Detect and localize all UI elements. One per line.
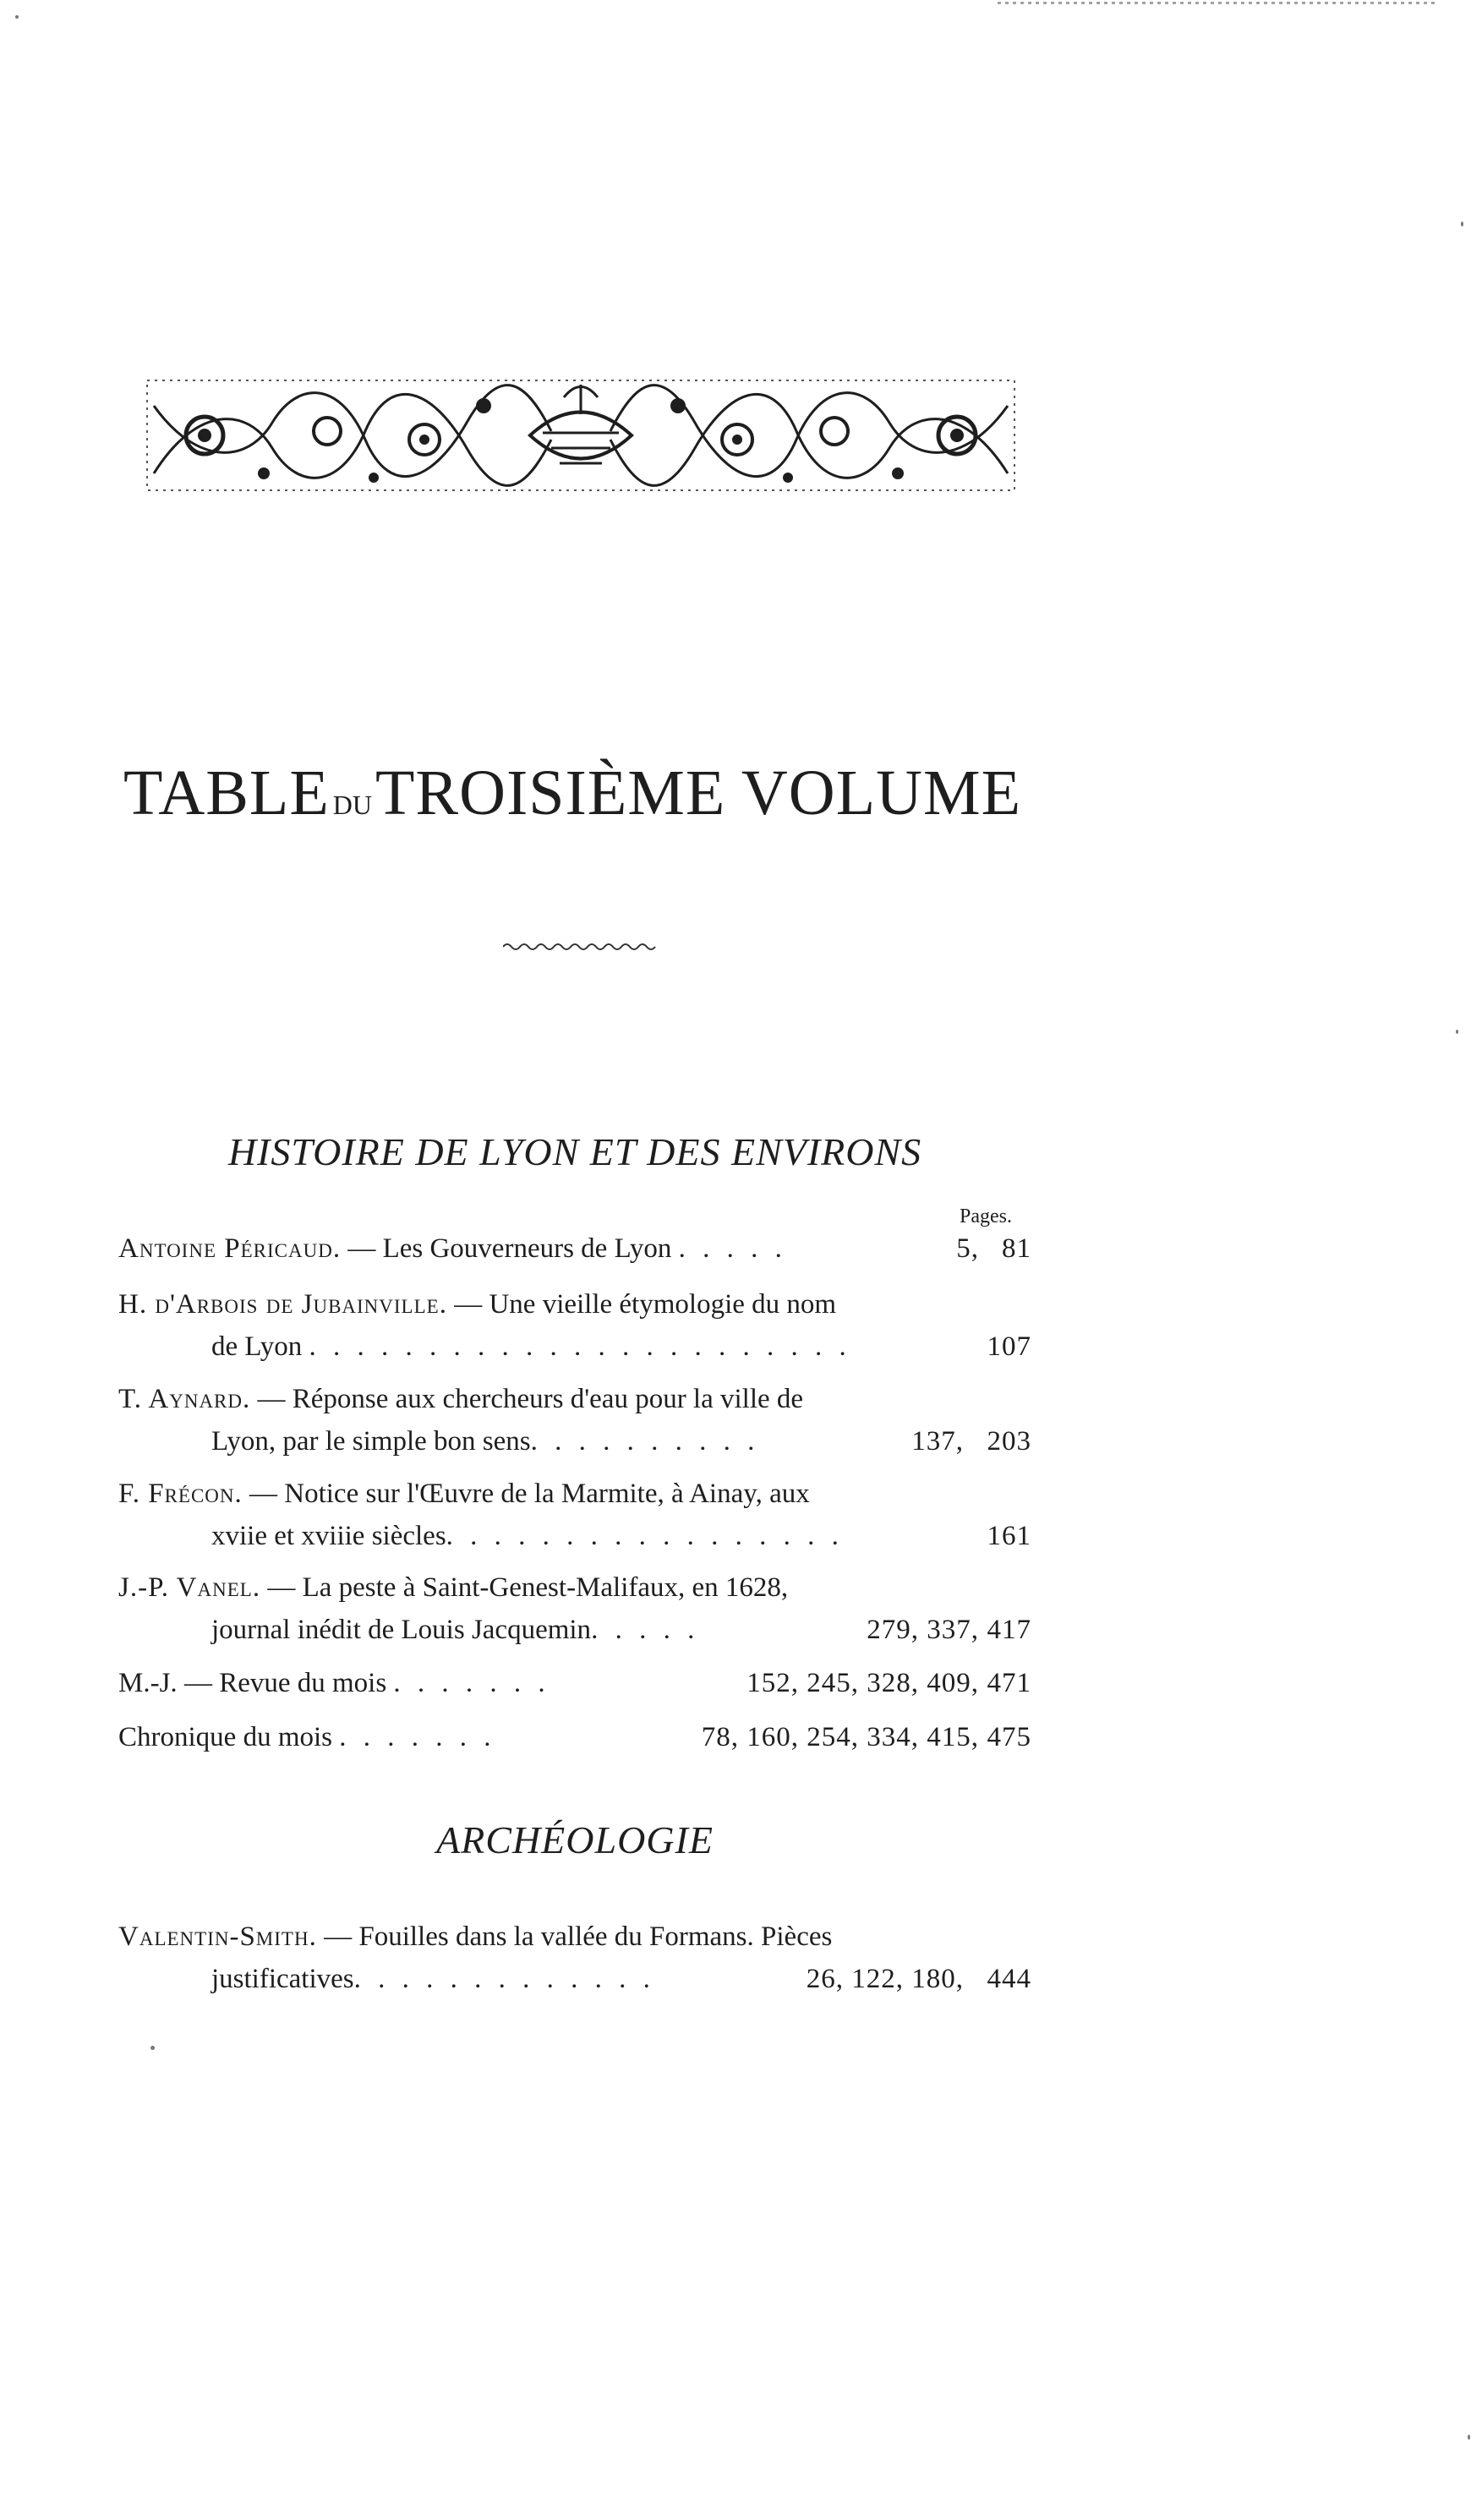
entry-separator: — xyxy=(242,1479,285,1509)
toc-line xyxy=(118,1473,1031,1515)
entry-author: F. Frécon. xyxy=(118,1479,243,1509)
top-edge-mark xyxy=(998,2,1437,4)
entry-page-refs: 26, 122, 180, xyxy=(806,1964,964,1994)
toc-line xyxy=(118,1716,1031,1758)
entry-separator: — xyxy=(341,1233,383,1264)
page-title xyxy=(123,757,1036,830)
entry-last-page: 471 xyxy=(987,1668,1031,1698)
entry-title: Notice sur l'Œuvre de la Marmite, à Ainay, aux xyxy=(284,1479,810,1509)
leader-dots: . . . . . . . xyxy=(339,1722,496,1752)
pages-column-label: Pages. xyxy=(960,1205,1012,1227)
toc-line-continued xyxy=(118,1515,1031,1557)
entry-title: Les Gouverneurs de Lyon xyxy=(382,1233,672,1264)
leader-dots: . . . . . . . . . . xyxy=(530,1426,760,1457)
paper-speck xyxy=(15,15,19,19)
entry-separator: — xyxy=(446,1289,489,1320)
entry-title-continued: justificatives xyxy=(211,1964,354,1994)
entry-last-page: 417 xyxy=(987,1615,1031,1645)
entry-author: H. d'Arbois de Jubainville. xyxy=(118,1289,447,1320)
entry-last-page: 203 xyxy=(987,1426,1031,1457)
toc-entry xyxy=(118,1916,1031,2000)
leader-dots: . . . . . . . . . . . . . xyxy=(353,1964,655,1994)
entry-title: Revue du mois xyxy=(219,1668,387,1698)
entry-title: Une vieille étymologie du nom xyxy=(489,1289,837,1320)
leader-dots: . . . . . . . . . . . . . . . . . xyxy=(446,1521,844,1551)
toc-entry xyxy=(118,1566,1031,1651)
title-part-table: TABLE xyxy=(123,757,330,828)
entry-page-refs: 5, xyxy=(956,1233,979,1264)
entry-title-continued: de Lyon xyxy=(211,1331,303,1362)
entry-title-continued: journal inédit de Louis Jacquemin xyxy=(211,1615,592,1645)
paper-speck xyxy=(1461,221,1463,227)
toc-entry xyxy=(118,1716,1031,1758)
wavy-rule xyxy=(503,941,659,953)
entry-last-page: 444 xyxy=(987,1964,1031,1994)
entry-title: Réponse aux chercheurs d'eau pour la ville de xyxy=(292,1384,804,1414)
entry-author: J.-P. Vanel. xyxy=(118,1572,261,1603)
floral-headpiece-ornament xyxy=(145,372,1016,499)
entry-page-refs: 279, 337, xyxy=(867,1615,979,1645)
leader-dots: . . . . . . . xyxy=(393,1668,550,1698)
entry-title: Fouilles dans la vallée du Formans. Pièces xyxy=(358,1921,833,1952)
entry-title: La peste à Saint-Genest-Malifaux, en 1628, xyxy=(302,1572,789,1603)
section-heading-archeologie: ARCHÉOLOGIE xyxy=(436,1818,714,1861)
paper-speck xyxy=(150,2046,155,2050)
entry-separator: — xyxy=(316,1921,359,1952)
entry-last-page: 161 xyxy=(987,1521,1031,1551)
entry-page-refs: 137, xyxy=(911,1426,964,1457)
toc-line-continued xyxy=(118,1609,1031,1651)
section-heading-lyon: HISTOIRE DE LYON ET DES ENVIRONS xyxy=(227,1130,922,1173)
entry-last-page: 107 xyxy=(987,1331,1031,1362)
toc-entry xyxy=(118,1227,1031,1270)
toc-entry xyxy=(118,1283,1031,1368)
entry-title-continued: xviie et xviiie siècles xyxy=(211,1521,446,1551)
toc-entry xyxy=(118,1473,1031,1557)
entry-author: Antoine Péricaud. xyxy=(118,1233,342,1264)
entry-title-continued: Lyon, par le simple bon sens xyxy=(211,1426,531,1457)
entry-page-refs: 78, 160, 254, 334, 415, xyxy=(701,1722,979,1752)
title-part-volume: TROISIÈME VOLUME xyxy=(375,757,1021,828)
entry-author: Valentin-Smith. xyxy=(118,1921,317,1952)
toc-entry xyxy=(118,1662,1031,1704)
toc-line-continued xyxy=(118,1326,1031,1368)
entry-last-page: 475 xyxy=(987,1722,1031,1752)
toc-entry xyxy=(118,1378,1031,1462)
leader-dots: . . . . . xyxy=(591,1615,700,1645)
toc-line xyxy=(118,1916,1031,1958)
toc-line xyxy=(118,1662,1031,1704)
leader-dots: . . . . . . . . . . . . . . . . . . . . . . . xyxy=(309,1331,851,1362)
entry-author: T. Aynard. xyxy=(118,1384,251,1414)
toc-line xyxy=(118,1283,1031,1326)
entry-page-refs: 152, 245, 328, 409, xyxy=(746,1668,979,1698)
toc-line-continued xyxy=(118,1420,1031,1462)
title-part-du: du xyxy=(332,779,372,823)
entry-separator: — xyxy=(177,1668,220,1698)
paper-speck xyxy=(1468,2435,1470,2440)
entry-separator: — xyxy=(260,1572,303,1603)
entry-title: Chronique du mois xyxy=(118,1722,332,1752)
entry-separator: — xyxy=(250,1384,293,1414)
leader-dots: . . . . . xyxy=(678,1233,787,1264)
entry-last-page: 81 xyxy=(1002,1233,1031,1264)
entry-author: M.-J. xyxy=(118,1668,178,1698)
toc-line-continued xyxy=(118,1958,1031,2000)
toc-line xyxy=(118,1378,1031,1420)
toc-line xyxy=(118,1566,1031,1609)
paper-speck xyxy=(1456,1030,1458,1034)
toc-line xyxy=(118,1227,1031,1270)
